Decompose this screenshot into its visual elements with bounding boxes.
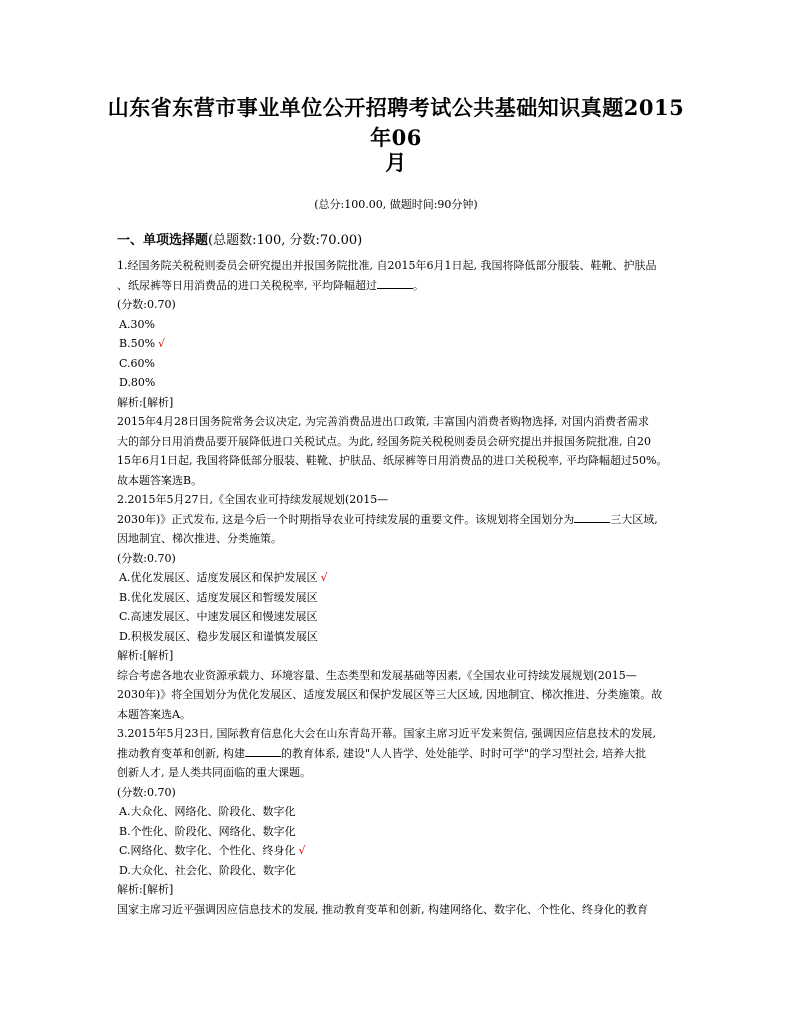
correct-check-icon: √ (158, 337, 166, 350)
question-score: (分数:0.70) (117, 551, 176, 565)
option-b: B.优化发展区、适度发展区和暂缓发展区 (119, 590, 318, 604)
analysis-label: 解析:[解析] (117, 649, 174, 662)
stem-text: 。 (413, 278, 424, 292)
question-stem-cont: 创新人才, 是人类共同面临的重大课题。 (117, 766, 311, 779)
stem-text: 的教育体系, 建设"人人皆学、处处能学、时时可学"的学习型社会, 培养大批 (281, 746, 647, 760)
analysis-line: 2015年4月28日国务院常务会议决定, 为完善消费品进出口政策, 丰富国内消费者购物选择, 对国内消费者需求 (117, 415, 649, 428)
option-label: A.优化发展区、适度发展区和保护发展区 (119, 571, 318, 584)
stem-text: 三大区域, (610, 512, 658, 526)
option-a: A.30% (119, 317, 155, 331)
stem-text: 、纸尿裤等日用消费品的进口关税税率, 平均降幅超过 (117, 278, 377, 292)
question-1 (117, 256, 675, 490)
question-stem: 2.2015年5月27日,《全国农业可持续发展规划(2015— (117, 493, 389, 506)
correct-check-icon: √ (298, 844, 306, 857)
question-stem-cont: 因地制宜、梯次推进、分类施策。 (117, 532, 282, 545)
analysis-line: 2030年)》将全国划分为优化发展区、适度发展区和保护发展区等三大区域, 因地制宜、梯次推进、分类施策。故 (117, 688, 663, 701)
analysis-line: 15年6月1日起, 我国将降低部分服装、鞋靴、护肤品、纸尿裤等日用消费品的进口关税税率, 平均降幅超过50%。 (117, 454, 668, 467)
exam-meta: (总分:100.00, 做题时间:90分钟) (314, 198, 478, 211)
stem-text: 推动教育变革和创新, 构建 (117, 746, 245, 760)
option-label: B.50% (119, 337, 156, 350)
option-d: D.80% (119, 376, 156, 389)
option-a: A.大众化、网络化、阶段化、数字化 (119, 805, 296, 818)
stem-text: 2030年)》正式发布, 这是今后一个时期指导农业可持续发展的重要文件。该规划将全国划分为 (117, 512, 575, 526)
question-stem-cont (117, 744, 675, 764)
option-d: D.积极发展区、稳步发展区和谨慎发展区 (119, 629, 318, 643)
question-score: (分数:0.70) (117, 785, 176, 799)
correct-check-icon: √ (320, 571, 328, 584)
question-score: (分数:0.70) (117, 298, 176, 311)
section-meta: (总题数:100, 分数:70.00) (208, 233, 363, 248)
option-c: C.高速发展区、中速发展区和慢速发展区 (119, 610, 318, 623)
analysis-line: 国家主席习近平强调因应信息技术的发展, 推动教育变革和创新, 构建网络化、数字化、个性化、终身化的教育 (117, 902, 648, 916)
analysis-line: 故本题答案选B。 (117, 473, 203, 487)
section-title: 一、单项选择题 (117, 233, 209, 248)
analysis-line: 综合考虑各地农业资源承载力、环境容量、生态类型和发展基础等因素,《全国农业可持续发展规划(2015— (117, 668, 637, 682)
page-title-continued: 月 (385, 150, 407, 175)
question-2 (117, 490, 675, 724)
page-title: 山东省东营市事业单位公开招聘考试公共基础知识真题2015年06 (107, 95, 685, 150)
question-stem-cont (117, 276, 675, 296)
analysis-line: 大的部分日用消费品要开展降低进口关税试点。为此, 经国务院关税税则委员会研究提出并报国务院批准, 自20 (117, 434, 651, 448)
option-b: B.个性化、阶段化、网络化、数字化 (119, 824, 296, 838)
question-stem: 1.经国务院关税税则委员会研究提出并报国务院批准, 自2015年6月1日起, 我国将降低部分服装、鞋靴、护肤品 (117, 259, 657, 272)
answer-blank (377, 278, 413, 289)
answer-blank (574, 512, 610, 523)
question-stem-cont (117, 510, 675, 530)
answer-blank (245, 746, 281, 757)
analysis-label: 解析:[解析] (117, 883, 174, 896)
analysis-line: 本题答案选A。 (117, 707, 191, 721)
option-label: C.网络化、数字化、个性化、终身化 (119, 844, 296, 857)
question-stem: 3.2015年5月23日, 国际教育信息化大会在山东青岛开幕。国家主席习近平发来贺信, 强调因应信息技术的发展, (117, 727, 656, 740)
option-c (117, 841, 675, 861)
option-c: C.60% (119, 356, 155, 370)
option-a (117, 568, 675, 588)
option-d: D.大众化、社会化、阶段化、数字化 (119, 863, 296, 877)
section-heading (117, 229, 362, 248)
question-3 (117, 724, 675, 919)
question-list (117, 256, 675, 919)
option-b (117, 334, 675, 354)
analysis-label: 解析:[解析] (117, 395, 174, 409)
